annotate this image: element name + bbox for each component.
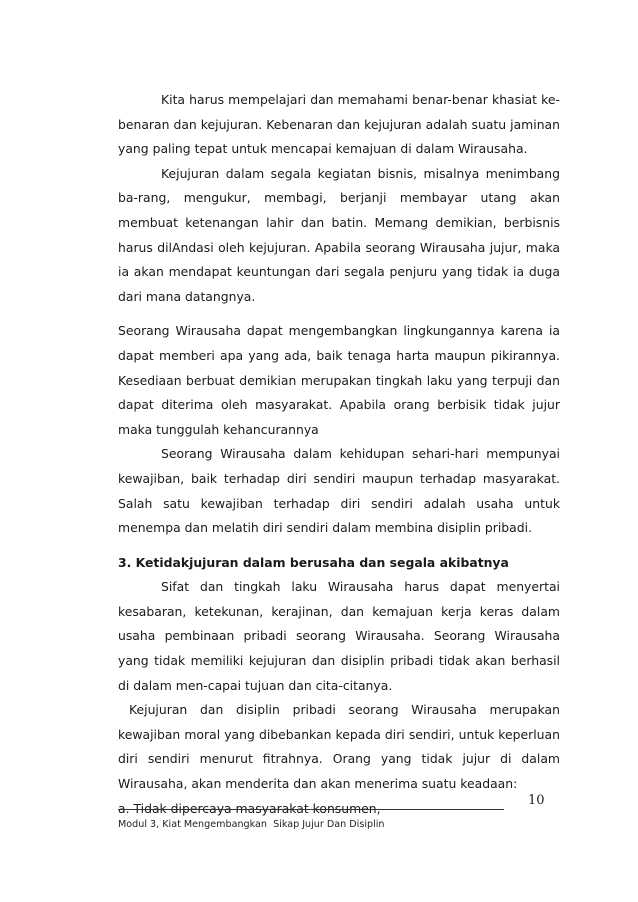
page-content <box>118 88 560 821</box>
footer-module-title: Modul 3, Kiat Mengembangkan Sikap Jujur Dan Disiplin <box>118 819 385 830</box>
paragraph-kejujuran-bisnis: Kejujuran dalam segala kegiatan bisnis, misalnya menimbang ba-rang, mengukur, membagi, berjanji membayar utang akan membuat ketenangan lahir dan batin. Memang demikian, berbisnis harus dilAndasi oleh kejujuran. Apabila seorang Wirausaha jujur, maka ia akan mendapat keuntungan dari segala penjuru yang tidak ia duga dari mana datangnya. <box>118 165 560 304</box>
paragraph-lingkungan: Seorang Wirausaha dapat mengembangkan lingkungannya karena ia dapat memberi apa yang ada, baik tenaga harta maupun pikirannya. Kesediaan berbuat demikian merupakan tingkah laku yang terpuji dan dapat diterima oleh masyarakat. Apabila orang berbisik tidak jujur maka tunggulah kehancurannya <box>118 323 560 437</box>
paragraph-sifat: Sifat dan tingkah laku Wirausaha harus dapat menyertai kesabaran, ketekunan, kerajinan, dan kemajuan kerja keras dalam usaha pembinaan pribadi seorang Wirausaha. Seorang Wirausaha yang tidak memiliki kejujuran dan disiplin pribadi tidak akan berhasil di dalam men-capai tujuan dan cita-citanya. <box>118 579 560 693</box>
paragraph-kebenaran: Kita harus mempelajari dan memahami benar-benar khasiat ke-benaran dan kejujuran. Kebenaran dan kejujuran adalah suatu jaminan yang paling tepat untuk mencapai kemajuan di dalam Wirausaha. <box>118 92 560 157</box>
page-number: 10 <box>528 793 545 808</box>
section-heading: 3. Ketidakjujuran dalam berusaha dan segala akibatnya <box>118 554 509 570</box>
list-item-a: a. Tidak dipercaya masyarakat konsumen, <box>118 800 381 816</box>
paragraph-disiplin: Kejujuran dan disiplin pribadi seorang Wirausaha merupakan kewajiban moral yang dibebankan kepada diri sendiri, untuk keperluan diri sendiri menurut fitrahnya. Orang yang tidak jujur di dalam Wirausaha, akan menderita dan akan menerima suatu keadaan: <box>118 702 560 792</box>
paragraph-kewajiban: Seorang Wirausaha dalam kehidupan sehari-hari mempunyai kewajiban, baik terhadap diri sendiri maupun terhadap masyarakat. Salah satu kewajiban terhadap diri sendiri adalah usaha untuk menempa dan melatih diri sendiri dalam membina disiplin pribadi. <box>118 446 560 536</box>
footer-divider <box>118 809 504 810</box>
